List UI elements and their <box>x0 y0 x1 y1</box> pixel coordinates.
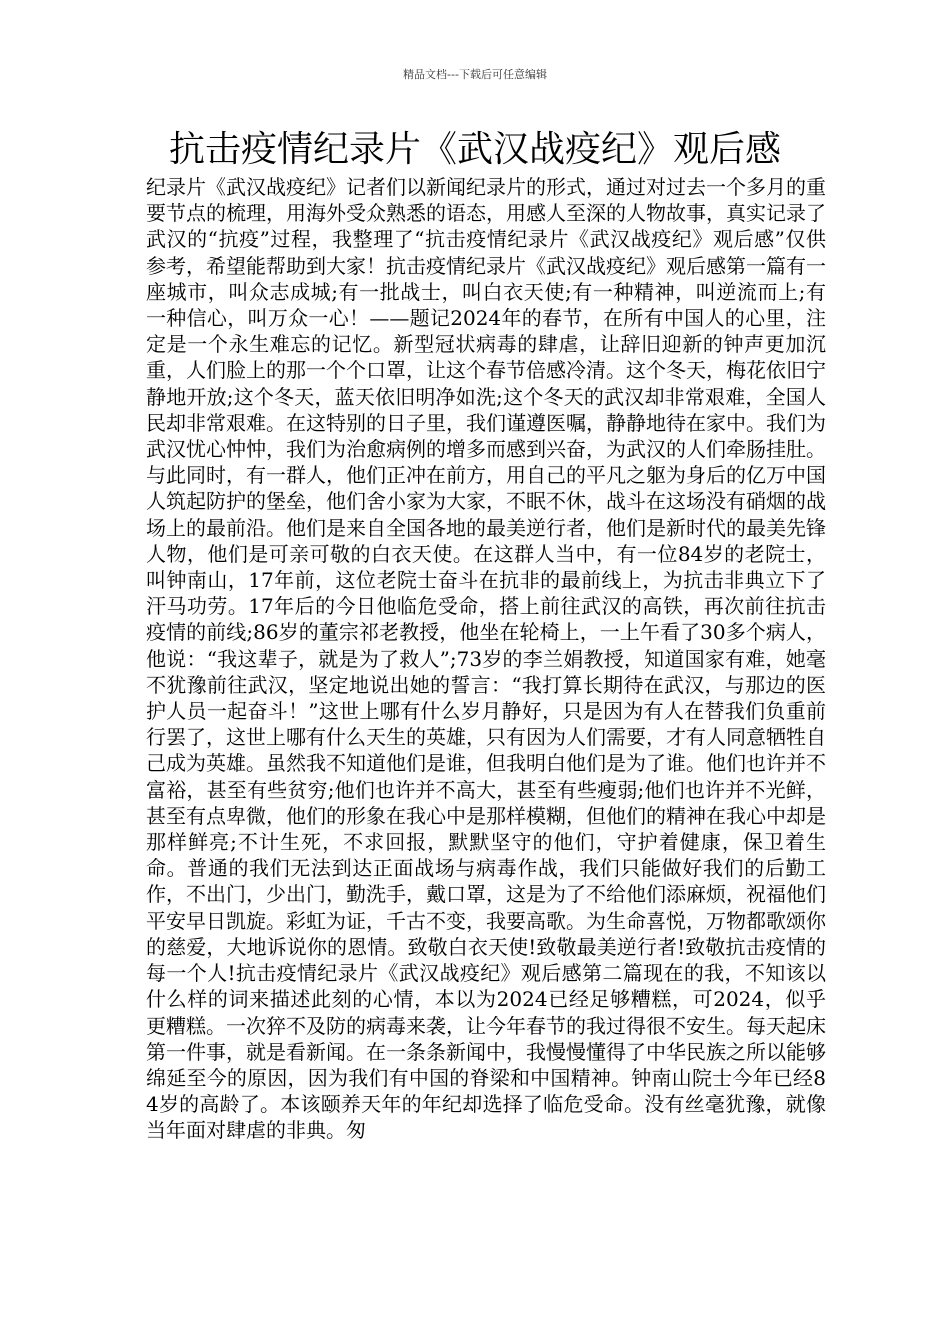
header-note: 精品文档---下载后可任意编辑 <box>403 68 547 81</box>
document-body: 纪录片《武汉战疫纪》记者们以新闻纪录片的形式，通过对过去一个多月的重要节点的梳理，用海外受众熟悉的语态，用感人至深的人物故事，真实记录了武汉的“抗疫”过程，我整理了“抗击疫情纪录片《武汉战疫纪》观后感”仅供参考，希望能帮助到大家！抗击疫情纪录片《武汉战疫纪》观后感第一篇有一座城市，叫众志成城;有一批战士，叫白衣天使;有一种精神，叫逆流而上;有一种信心，叫万众一心！——题记2024年的春节，在所有中国人的心里，注定是一个永生难忘的记忆。新型冠状病毒的肆虐，让辞旧迎新的钟声更加沉重，人们脸上的那一个个口罩，让这个春节倍感冷清。这个冬天，梅花依旧宁静地开放;这个冬天，蓝天依旧明净如洗;这个冬天的武汉却非常艰难，全国人民却非常艰难。在这特别的日子里，我们谨遵医嘱，静静地待在家中。我们为武汉忧心忡忡，我们为治愈病例的增多而感到兴奋，为武汉的人们牵肠挂肚。与此同时，有一群人，他们正冲在前方，用自己的平凡之躯为身后的亿万中国人筑起防护的堡垒，他们舍小家为大家，不眠不休，战斗在这场没有硝烟的战场上的最前沿。他们是来自全国各地的最美逆行者，他们是新时代的最美先锋人物，他们是可亲可敬的白衣天使。在这群人当中，有一位84岁的老院士，叫钟南山，17年前，这位老院士奋斗在抗非的最前线上，为抗击非典立下了汗马功劳。17年后的今日他临危受命，搭上前往武汉的高铁，再次前往抗击疫情的前线;86岁的董宗祁老教授，他坐在轮椅上，一上午看了30多个病人，他说：“我这辈子，就是为了救人”;73岁的李兰娟教授，知道国家有难，她毫不犹豫前往武汉，坚定地说出她的誓言：“我打算长期待在武汉，与那边的医护人员一起奋斗！”这世上哪有什么岁月静好，只是因为有人在替我们负重前行罢了，这世上哪有什么天生的英雄，只有因为人们需要，才有人同意牺牲自己成为英雄。虽然我不知道他们是谁，但我明白他们是为了谁。他们也许并不富裕，甚至有些贫穷;他们也许并不高大，甚至有些瘦弱;他们也许并不光鲜，甚至有点卑微，他们的形象在我心中是那样模糊，但他们的精神在我心中却是那样鲜亮;不计生死，不求回报，默默坚守的他们，守护着健康，保卫着生命。普通的我们无法到达正面战场与病毒作战，我们只能做好我们的后勤工作，不出门，少出门，勤洗手，戴口罩，这是为了不给他们添麻烦，祝福他们平安早日凯旋。彩虹为证，千古不变，我要高歌。为生命喜悦，万物都歌颂你的慈爱，大地诉说你的恩情。致敬白衣天使!致敬最美逆行者!致敬抗击疫情的每一个人!抗击疫情纪录片《武汉战疫纪》观后感第二篇现在的我，不知该以什么样的词来描述此刻的心情，本以为2024已经足够糟糕，可2024，似乎更糟糕。一次猝不及防的病毒来袭，让今年春节的我过得很不安生。每天起床第一件事，就是看新闻。在一条条新闻中，我慢慢懂得了中华民族之所以能够绵延至今的原因，因为我们有中国的脊梁和中国精神。钟南山院士今年已经84岁的高龄了。本该颐养天年的年纪却选择了临危受命。没有丝毫犹豫，就像当年面对肆虐的非典。匆 <box>146 175 826 1143</box>
document-title: 抗击疫情纪录片《武汉战疫纪》观后感 <box>168 129 781 170</box>
